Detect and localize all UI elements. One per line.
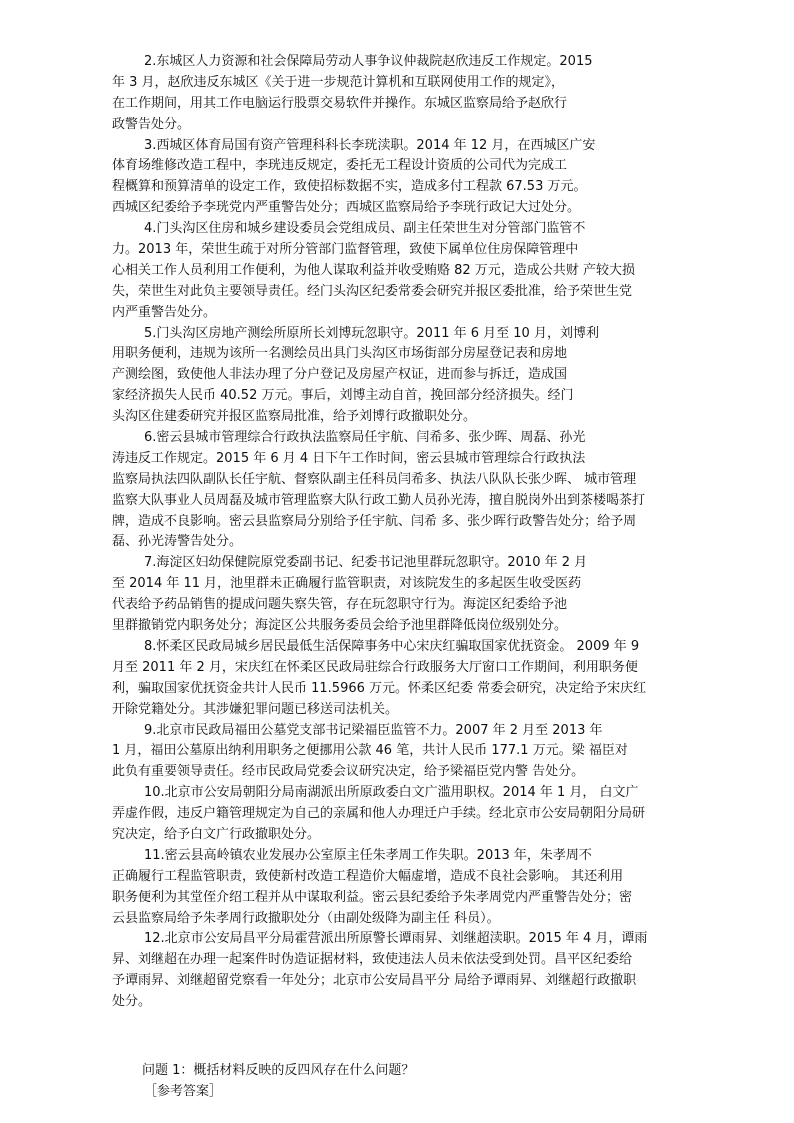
text-line: 开除党籍处分。其涉嫌犯罪问题已移送司法机关。	[112, 701, 399, 717]
text-line: 昇、刘继超在办理一起案件时伪造证据材料，致使违法人员未依法受到处罚。昌平区纪委给	[112, 952, 633, 968]
text-line: 7.海淀区妇幼保健院原党委副书记、纪委书记池里群玩忽职守。2010 年 2 月	[144, 555, 588, 571]
text-line: 处分。	[112, 994, 152, 1010]
text-line: 11.密云县高岭镇农业发展办公室原主任朱孝周工作失职。2013 年，朱孝周不	[144, 847, 592, 863]
text-line: 2.东城区人力资源和社会保障局劳动人事争议仲裁院赵欣违反工作规定。2015	[144, 54, 593, 69]
text-line: 予谭雨昇、刘继超留党察看一年处分；北京市公安局昌平分 局给予谭雨昇、刘继超行政撤职	[112, 973, 637, 989]
text-line: 内严重警告处分。	[112, 304, 217, 320]
text-line: 究决定，给予白文广行政撤职处分。	[112, 826, 321, 842]
text-line: 西城区纪委给予李珖党内严重警告处分；西城区监察局给予李珖行政记大过处分。	[112, 200, 581, 216]
text-line: 代表给予药品销售的提成问题失察失管，存在玩忽职守行为。海淀区纪委给予池	[112, 597, 568, 613]
text-line: 云县监察局给予朱孝周行政撤职处分（由副处级降为副主任 科员）。	[112, 910, 500, 926]
text-line: 弄虚作假，违反户籍管理规定为自己的亲属和他人办理迁户手续。经北京市公安局朝阳分局研	[112, 806, 646, 822]
case-paragraph-2	[112, 52, 692, 136]
case-paragraph-11	[112, 846, 692, 930]
text-line: 1 月，福田公墓原出纳利用职务之便挪用公款 46 笔，共计人民币 177.1 万元。梁 福臣对	[112, 743, 628, 759]
case-paragraph-4	[112, 219, 692, 323]
text-line: 头沟区住建委研究并报区监察局批准，给予刘博行政撤职处分。	[112, 409, 477, 425]
reference-answer-label: ［参考答案］	[144, 1084, 223, 1099]
text-line: 在工作期间，用其工作电脑运行股票交易软件并操作。东城区监察局给予赵欣行	[112, 95, 568, 111]
text-line: 产测绘图，致使他人非法办理了分户登记及房屋产权证，进而参与拆迁，造成国	[112, 367, 568, 383]
text-line: 职务便利为其堂侄介绍工程并从中谋取利益。密云县纪委给予朱孝周党内严重警告处分；密	[112, 889, 633, 905]
text-line: 正确履行工程监管职责，致使新村改造工程造价大幅虚增，造成不良社会影响。 其还利用	[112, 868, 624, 884]
text-line: 8.怀柔区民政局城乡居民最低生活保障事务中心宋庆红骗取国家优抚资金。 2009 年 9	[144, 638, 640, 654]
case-paragraph-7	[112, 553, 692, 637]
text-line: 3.西城区体育局国有资产管理科科长李珖渎职。2014 年 12 月，在西城区广安	[144, 137, 596, 153]
text-line: 月至 2011 年 2 月，宋庆红在怀柔区民政局驻综合行政服务大厅窗口工作期间，利用职务便	[112, 659, 638, 675]
text-line: 程概算和预算清单的设定工作，致使招标数据不实，造成多付工程款 67.53 万元。	[112, 179, 587, 195]
text-line: 5.门头沟区房地产测绘所原所长刘博玩忽职守。2011 年 6 月至 10 月，刘博利	[144, 325, 599, 341]
text-line: 力。2013 年，荣世生疏于对所分管部门监督管理，致使下属单位住房保障管理中	[112, 242, 579, 258]
case-paragraph-3	[112, 136, 692, 220]
case-paragraph-5	[112, 324, 692, 428]
text-line: 此负有重要领导责任。经市民政局党委会议研究决定，给予梁福臣党内警 告处分。	[112, 764, 585, 780]
text-line: 心相关工作人员利用工作便利，为他人谋取利益并收受贿赂 82 万元，造成公共财 产较大损	[112, 262, 635, 278]
text-line: 用职务便利，违规为该所一名测绘员出具门头沟区市场街部分房屋登记表和房地	[112, 346, 568, 362]
question-prompt: 问题 1：概括材料反映的反四风存在什么问题？	[142, 1063, 415, 1078]
case-paragraph-12	[112, 929, 692, 1013]
text-line: 涛违反工作规定。2015 年 6 月 4 日下午工作时间，密云县城市管理综合行政执法	[112, 450, 586, 466]
text-line: 家经济损失人民币 40.52 万元。事后，刘博主动自首，挽回部分经济损失。经门	[112, 388, 574, 404]
text-line: 至 2014 年 11 月，池里群未正确履行监管职责，对该院发生的多起医生收受医药	[112, 576, 582, 592]
text-line: 10.北京市公安局朝阳分局南湖派出所原政委白文广滥用职权。2014 年 1 月， 白文广	[144, 785, 639, 801]
text-line: 体育场维修改造工程中，李珖违反规定，委托无工程设计资质的公司代为完成工	[112, 158, 568, 174]
case-paragraph-8	[112, 637, 692, 721]
case-paragraph-10	[112, 783, 692, 846]
case-paragraph-9	[112, 721, 692, 784]
case-paragraph-6	[112, 428, 692, 553]
text-line: 政警告处分。	[112, 116, 191, 132]
text-line: 4.门头沟区住房和城乡建设委员会党组成员、副主任荣世生对分管部门监管不	[144, 221, 586, 237]
text-line: 监察局执法四队副队长任宇航、督察队副主任科员闫希多、执法八队队长张少晖、 城市管理	[112, 471, 637, 487]
text-line: 利，骗取国家优抚资金共计人民币 11.5966 万元。怀柔区纪委 常委会研究，决定给予宋庆红	[112, 680, 647, 696]
text-line: 监察大队事业人员周磊及城市管理监察大队行政工勤人员孙光涛，擅自脱岗外出到茶楼喝茶打	[112, 492, 646, 508]
text-line: 9.北京市民政局福田公墓党支部书记梁福臣监管不力。2007 年 2 月至 2013 年	[144, 722, 603, 738]
text-line: 年 3 月，赵欣违反东城区《关于进一步规范计算机和互联网使用工作的规定》，	[112, 74, 565, 90]
text-line: 磊、孙光涛警告处分。	[112, 534, 243, 550]
document-body	[112, 52, 692, 1013]
text-line: 6.密云县城市管理综合行政执法监察局任宇航、闫希多、张少晖、周磊、孙光	[144, 430, 586, 446]
text-line: 12.北京市公安局昌平分局霍营派出所原警长谭雨昇、刘继超渎职。2015 年 4 月，谭雨	[144, 931, 648, 947]
text-line: 牌，造成不良影响。密云县监察局分别给予任宇航、闫希 多、张少晖行政警告处分；给予周	[112, 513, 637, 529]
text-line: 里群撤销党内职务处分；海淀区公共服务委员会给予池里群降低岗位级别处分。	[112, 618, 568, 634]
question-section	[142, 1060, 414, 1102]
text-line: 失，荣世生对此负主要领导责任。经门头沟区纪委常委会研究并报区委批准，给予荣世生党	[112, 283, 633, 299]
